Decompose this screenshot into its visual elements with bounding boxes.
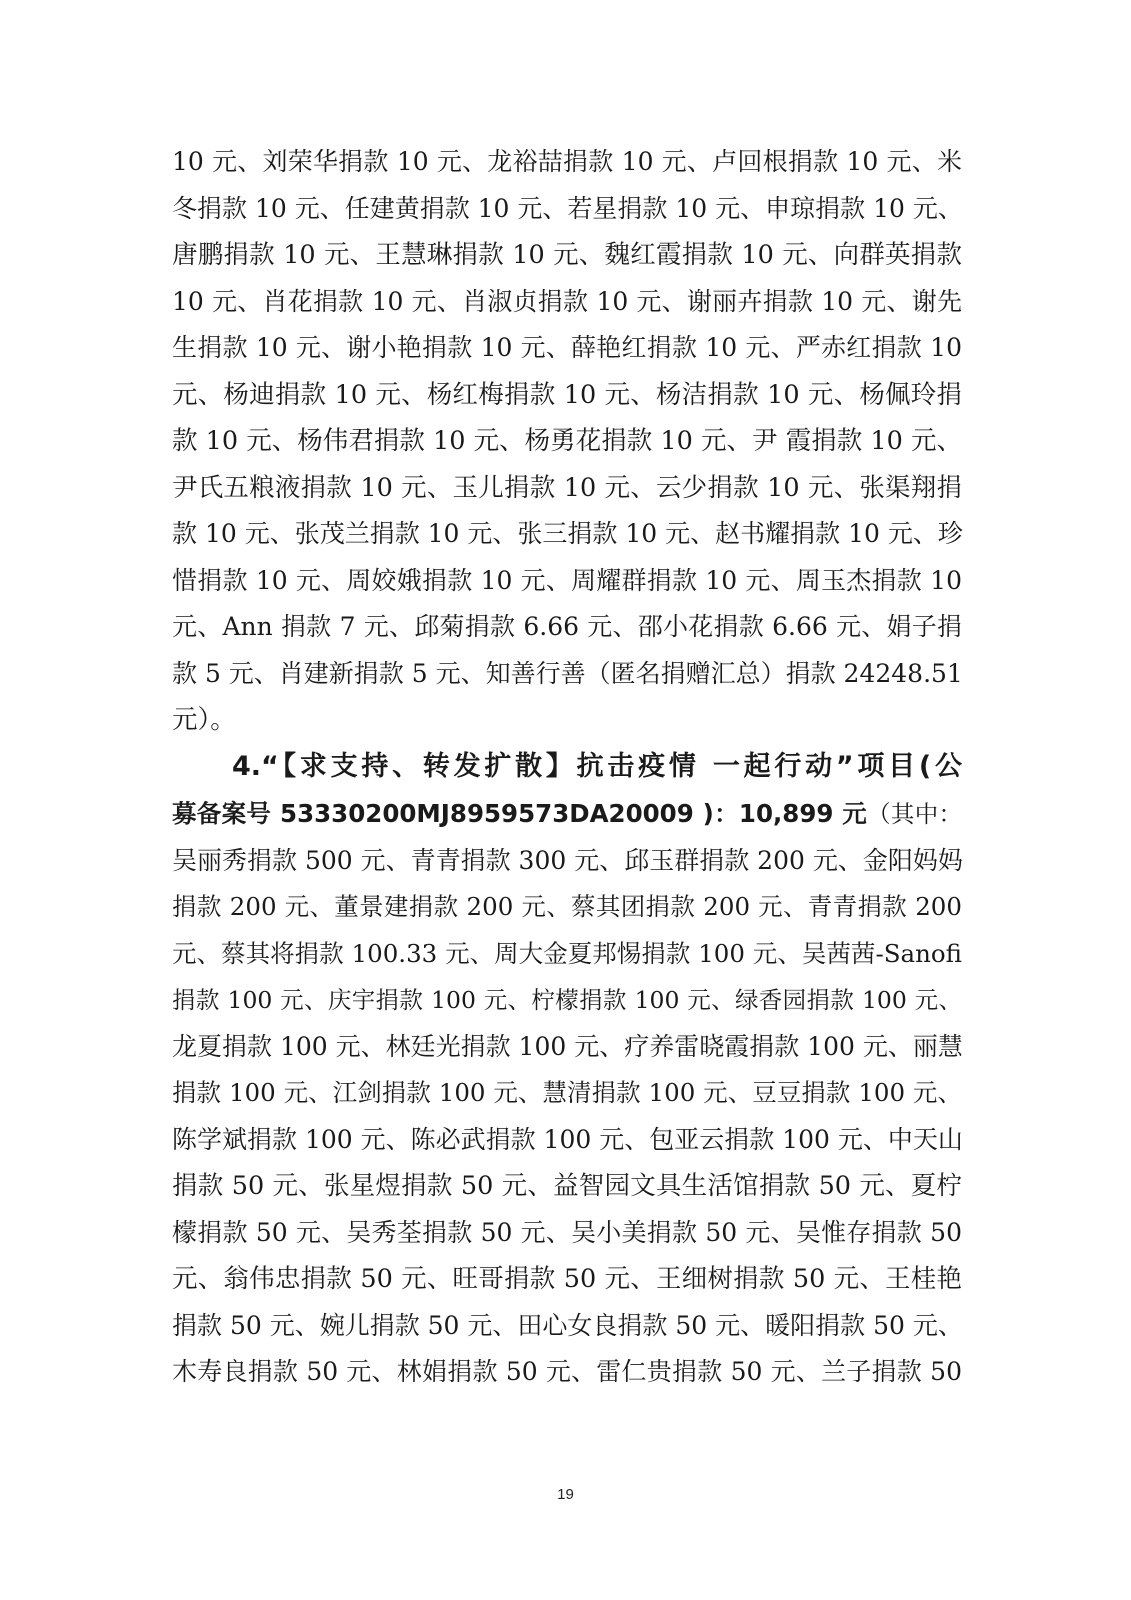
body-line: 陈学斌捐款 100 元、陈必武捐款 100 元、包亚云捐款 100 元、中天山: [172, 1125, 963, 1154]
body-line: 捐款 50 元、婉儿捐款 50 元、田心女良捐款 50 元、暖阳捐款 50 元、: [172, 1311, 963, 1340]
body-line: 生捐款 10 元、谢小艳捐款 10 元、薛艳红捐款 10 元、严赤红捐款 10: [172, 333, 962, 362]
body-line: 元、蔡其将捐款 100.33 元、周大金夏邦惕捐款 100 元、吴茜茜-Sanofi: [172, 939, 962, 968]
section-heading-continued: [172, 791, 962, 837]
body-line: 元、杨迪捐款 10 元、杨红梅捐款 10 元、杨洁捐款 10 元、杨佩玲捐: [172, 380, 962, 410]
page-number: 19: [557, 1486, 574, 1503]
body-line: 木寿良捐款 50 元、林娟捐款 50 元、雷仁贵捐款 50 元、兰子捐款 50: [172, 1357, 962, 1386]
body-line: 捐款 100 元、庆宇捐款 100 元、柠檬捐款 100 元、绿香园捐款 100 元、: [172, 986, 962, 1014]
body-line: 10 元、肖花捐款 10 元、肖淑贞捐款 10 元、谢丽卉捐款 10 元、谢先: [172, 287, 962, 316]
body-line: 唐鹏捐款 10 元、王慧琳捐款 10 元、魏红霞捐款 10 元、向群英捐款: [172, 240, 962, 270]
body-line: 捐款 100 元、江剑捐款 100 元、慧清捐款 100 元、豆豆捐款 100 元、: [172, 1078, 962, 1107]
body-line: 款 5 元、肖建新捐款 5 元、知善行善（匿名捐赠汇总）捐款 24248.51: [172, 659, 963, 688]
body-line: 尹氏五粮液捐款 10 元、玉儿捐款 10 元、云少捐款 10 元、张渠翔捐: [172, 473, 962, 503]
body-line: 惜捐款 10 元、周姣娥捐款 10 元、周耀群捐款 10 元、周玉杰捐款 10: [172, 566, 962, 595]
body-line: 款 10 元、杨伟君捐款 10 元、杨勇花捐款 10 元、尹 霞捐款 10 元、: [172, 426, 962, 456]
body-line: 龙夏捐款 100 元、林廷光捐款 100 元、疗养雷晓霞捐款 100 元、丽慧: [172, 1032, 963, 1061]
body-line: 元、翁伟忠捐款 50 元、旺哥捐款 50 元、王细树捐款 50 元、王桂艳: [172, 1264, 962, 1294]
body-line: 冬捐款 10 元、任建黄捐款 10 元、若星捐款 10 元、申琼捐款 10 元、: [172, 194, 963, 223]
body-line: 捐款 200 元、董景建捐款 200 元、蔡其团捐款 200 元、青青捐款 200: [172, 892, 962, 921]
body-line: 元、Ann 捐款 7 元、邱菊捐款 6.66 元、邵小花捐款 6.66 元、娟子捐: [172, 612, 962, 641]
section-heading: 4.“【求支持、转发扩散】抗击疫情 一起行动”项目(公: [232, 751, 962, 782]
body-line: 款 10 元、张茂兰捐款 10 元、张三捐款 10 元、赵书耀捐款 10 元、珍: [172, 519, 963, 548]
body-line: 檬捐款 50 元、吴秀荃捐款 50 元、吴小美捐款 50 元、吴惟存捐款 50: [172, 1218, 962, 1247]
body-line: 10 元、刘荣华捐款 10 元、龙裕喆捐款 10 元、卢回根捐款 10 元、米: [172, 147, 962, 176]
section-heading-bold: 募备案号 53330200MJ8959573DA20009 )：10,899 元: [172, 799, 868, 828]
section-heading-rest: （其中：: [867, 800, 962, 828]
body-line: 吴丽秀捐款 500 元、青青捐款 300 元、邱玉群捐款 200 元、金阳妈妈: [172, 846, 963, 875]
body-line: 元）。: [172, 705, 236, 735]
body-line: 捐款 50 元、张星煜捐款 50 元、益智园文具生活馆捐款 50 元、夏柠: [172, 1171, 962, 1201]
